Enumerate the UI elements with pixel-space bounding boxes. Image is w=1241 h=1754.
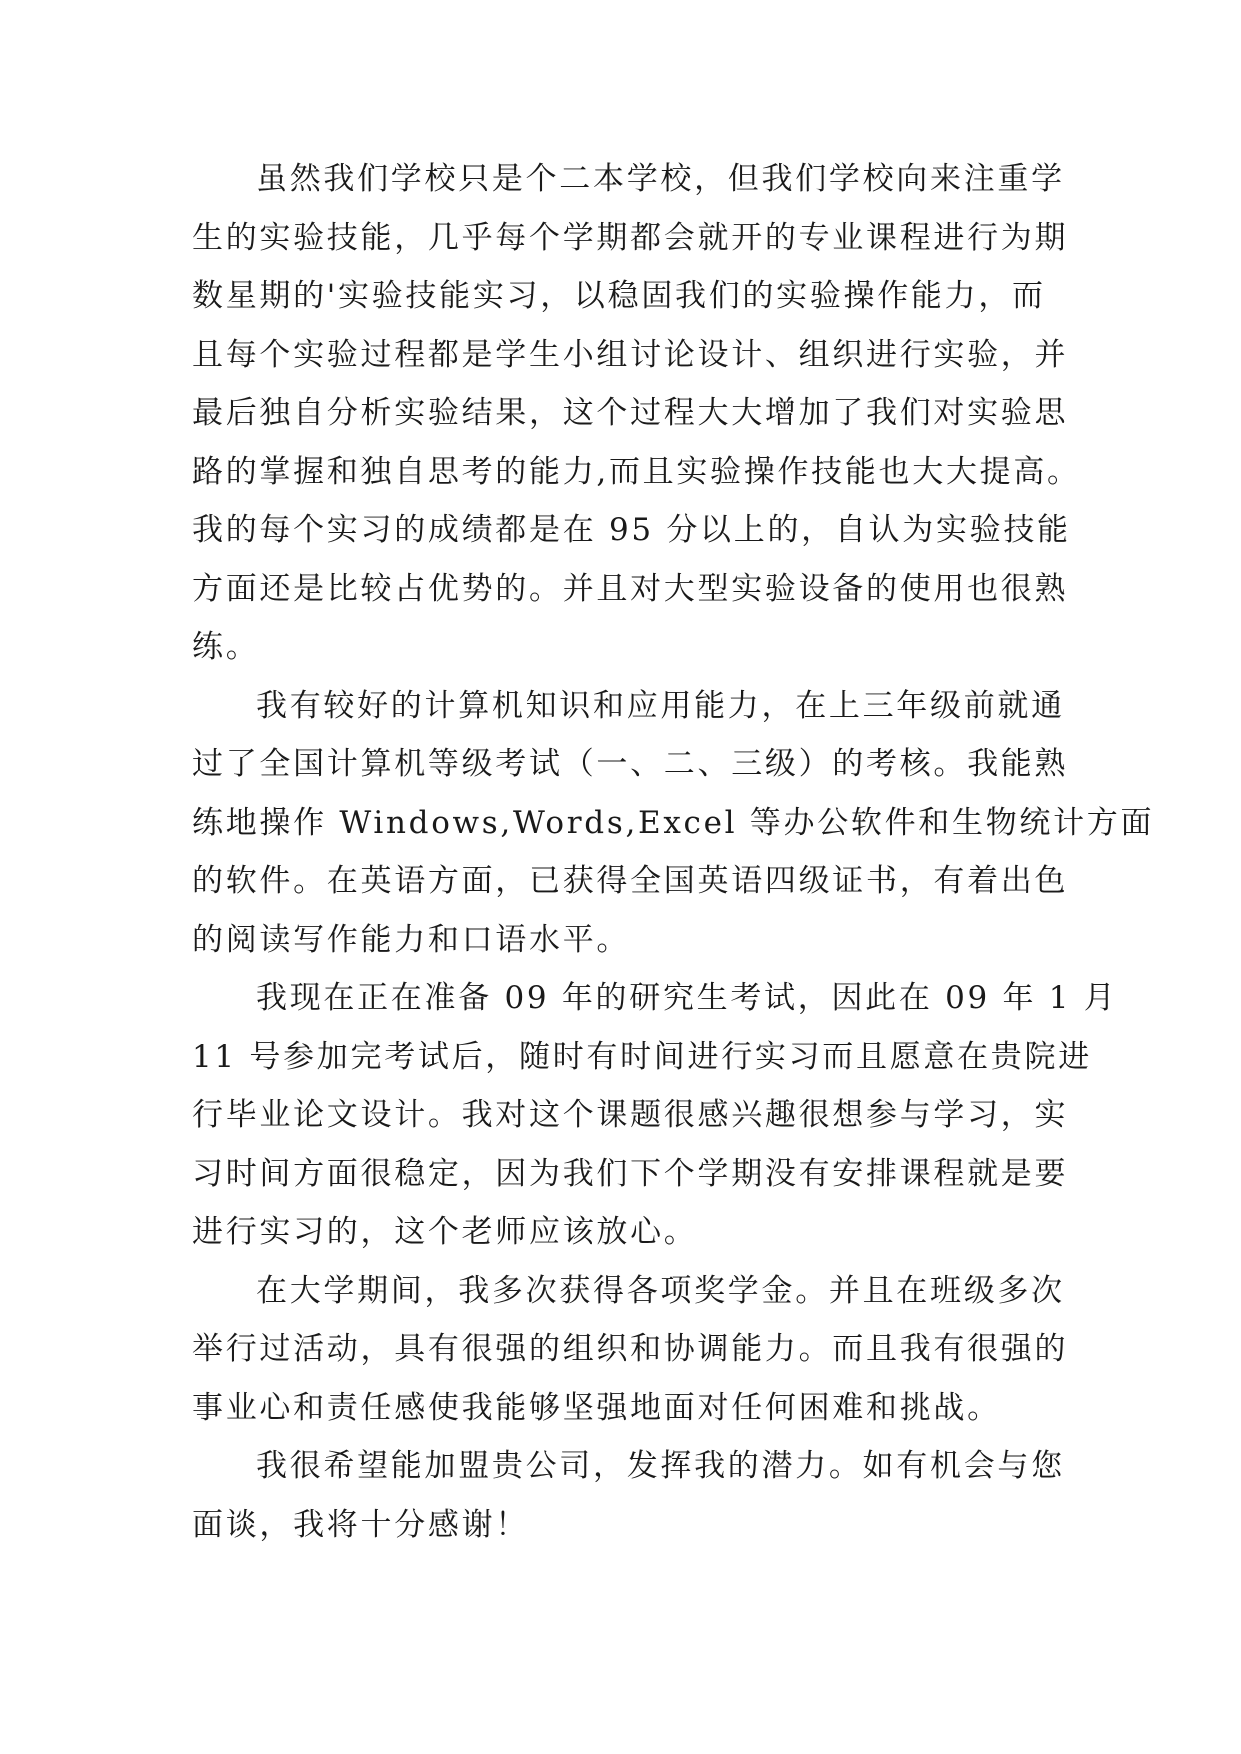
text-line: 生的实验技能，几乎每个学期都会就开的专业课程进行为期 xyxy=(192,219,1069,256)
text-line: 习时间方面很稳定，因为我们下个学期没有安排课程就是要 xyxy=(192,1155,1069,1192)
text-line: 举行过活动，具有很强的组织和协调能力。而且我有很强的 xyxy=(192,1331,1069,1367)
paragraph-2 xyxy=(192,677,1155,970)
text-line: 面谈，我将十分感谢！ xyxy=(192,1506,529,1543)
text-line: 练。 xyxy=(192,629,260,665)
text-line: 我有较好的计算机知识和应用能力，在上三年级前就通 xyxy=(256,687,1065,724)
text-line: 且每个实验过程都是学生小组讨论设计、组织进行实验，并 xyxy=(192,336,1069,373)
text-line: 过了全国计算机等级考试（一、二、三级）的考核。我能熟 xyxy=(192,746,1069,782)
text-line: 虽然我们学校只是个二本学校，但我们学校向来注重学 xyxy=(256,161,1065,197)
paragraph-4 xyxy=(192,1262,1069,1438)
text-line: 最后独自分析实验结果，这个过程大大增加了我们对实验思 xyxy=(192,395,1069,431)
text-line: 练地操作 Windows,Words,Excel 等办公软件和生物统计方面 xyxy=(192,804,1155,841)
text-line: 路的掌握和独自思考的能力,而且实验操作技能也大大提高。 xyxy=(192,453,1081,490)
text-line: 行毕业论文设计。我对这个课题很感兴趣很想参与学习，实 xyxy=(192,1097,1069,1133)
text-line: 在大学期间，我多次获得各项奖学金。并且在班级多次 xyxy=(256,1272,1065,1309)
text-line: 方面还是比较占优势的。并且对大型实验设备的使用也很熟 xyxy=(192,570,1069,607)
text-line: 的阅读写作能力和口语水平。 xyxy=(192,921,631,958)
text-line: 11 号参加完考试后，随时有时间进行实习而且愿意在贵院进 xyxy=(192,1038,1092,1075)
text-line: 进行实习的，这个老师应该放心。 xyxy=(192,1214,698,1250)
text-line: 我很希望能加盟贵公司，发挥我的潜力。如有机会与您 xyxy=(256,1448,1065,1484)
text-line: 我现在正在准备 09 年的研究生考试，因此在 09 年 1 月 xyxy=(256,980,1118,1016)
text-line: 我的每个实习的成绩都是在 95 分以上的，自认为实验技能 xyxy=(192,512,1071,548)
paragraph-1 xyxy=(192,150,1081,677)
text-line: 数星期的'实验技能实习，以稳固我们的实验操作能力，而 xyxy=(192,278,1046,314)
paragraph-5 xyxy=(192,1437,1065,1554)
text-line: 事业心和责任感使我能够坚强地面对任何困难和挑战。 xyxy=(192,1389,1001,1426)
text-line: 的软件。在英语方面，已获得全国英语四级证书，有着出色 xyxy=(192,863,1069,899)
document-page xyxy=(192,150,1155,1554)
paragraph-3 xyxy=(192,969,1118,1262)
